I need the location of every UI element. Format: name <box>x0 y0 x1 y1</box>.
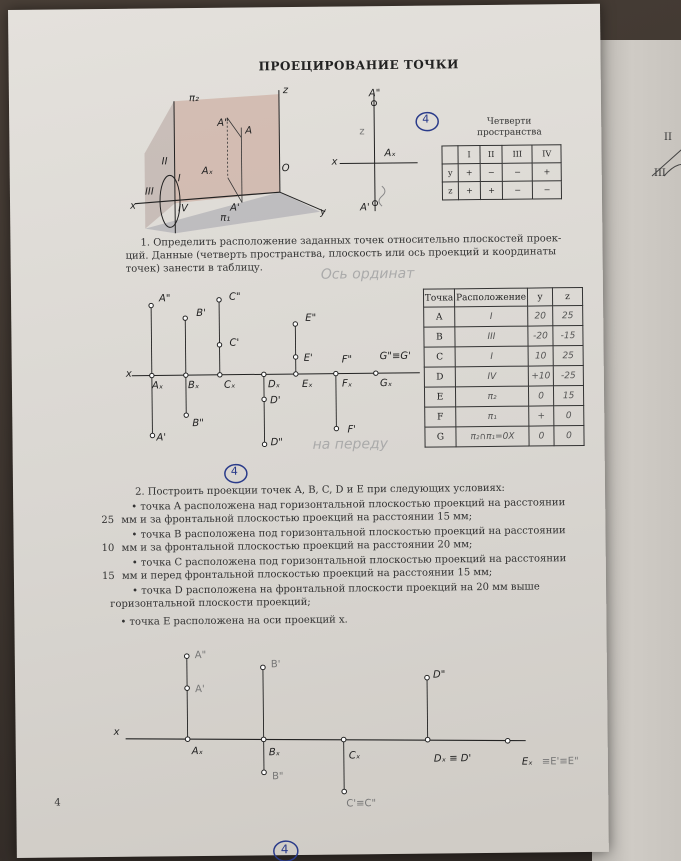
fig1-point-a1: A' <box>230 202 240 214</box>
ep2-b2: B" <box>192 417 204 430</box>
qt-h0 <box>442 146 458 164</box>
pt-r6c0: G <box>425 427 456 447</box>
task2-intro: 2. Построить проекции точек A, B, C, D и E при следующих условиях: <box>134 482 505 498</box>
ep3-b2: B" <box>271 771 284 783</box>
adjacent-figure <box>650 138 681 178</box>
pt-r5c0: F <box>425 407 456 427</box>
ep3-c: C'≡C" <box>346 798 377 810</box>
ep3-cx: Cₓ <box>348 750 361 762</box>
ep2-bleed-text: на переду <box>312 436 389 453</box>
pt-r3c2: +10 <box>528 366 553 386</box>
pt-r4c0: E <box>424 387 455 407</box>
pt-r1c0: B <box>424 327 455 347</box>
pt-r0c2: 20 <box>528 306 553 326</box>
ep2-a1: A' <box>156 432 167 444</box>
page-title: ПРОЕЦИРОВАНИЕ ТОЧКИ <box>258 57 460 74</box>
epure1-a1: A' <box>360 202 370 214</box>
pt-h0: Точка <box>423 289 454 307</box>
pt-r4c1: π₂ <box>455 386 528 407</box>
fig1-axis-y: y <box>320 206 327 218</box>
pt-r1c3: -15 <box>553 325 583 345</box>
qt-h3: III <box>502 145 532 163</box>
ep3-e: ≡E'≡E" <box>541 756 579 768</box>
fig1-label-i: I <box>177 173 181 185</box>
pt-r2c0: C <box>424 347 455 367</box>
pt-r1c2: -20 <box>528 326 553 346</box>
pt-r5c1: π₁ <box>456 406 529 427</box>
epure1-a2: A" <box>368 88 381 100</box>
adjacent-label-ii: II <box>664 132 672 143</box>
qt-r0c4: + <box>533 163 562 181</box>
ep3-ax: Aₓ <box>191 745 204 758</box>
ep2-a2: A" <box>158 293 171 305</box>
ep2-d2: D" <box>270 437 283 449</box>
qt-h4: IV <box>532 145 561 163</box>
ep2-dx: Dₓ <box>267 379 281 391</box>
fig1-point-a: A <box>245 125 253 137</box>
ep2-f2: F" <box>341 354 353 366</box>
qt-r0c1: + <box>458 164 480 182</box>
ep3-dx: Dₓ ≡ D' <box>433 753 472 765</box>
pt-r0c1: I <box>455 306 528 327</box>
ep3-ex: Eₓ <box>521 756 533 768</box>
fig1-origin-o: O <box>281 163 290 175</box>
fig1-axis-z: z <box>282 85 289 97</box>
ep2-ax: Aₓ <box>151 380 164 392</box>
epure-2 <box>123 288 425 451</box>
workbook-page <box>8 4 609 858</box>
task2-c-line1: • точка C расположена под горизонтальной плоскостью проекций на расстоянии <box>131 553 567 569</box>
pt-r5c3: 0 <box>554 405 584 425</box>
pt-r0c0: A <box>424 307 455 327</box>
circled-grade-2-text: 4 <box>230 464 238 478</box>
fig1-label-iii: III <box>144 186 154 198</box>
epure-1 <box>339 91 420 227</box>
qt-r0c0: y <box>442 164 458 182</box>
ep3-x: x <box>113 726 120 738</box>
fig1-label-pi2: π₂ <box>188 93 200 105</box>
task2-a-line2: мм и за фронтальной плоскостью проекций на расстоянии 15 мм; <box>121 511 473 526</box>
epure1-x: x <box>331 156 338 168</box>
fig1-point-a2: A" <box>217 117 229 129</box>
circled-grade-3-text: 4 <box>280 842 289 857</box>
task2-b-margin: 10 <box>101 542 115 555</box>
ep2-e1: E' <box>303 352 313 364</box>
pt-r2c2: 10 <box>528 346 553 366</box>
qt-r0c3: − <box>502 163 532 181</box>
pt-r5c2: + <box>529 406 554 426</box>
pt-r0c3: 25 <box>553 305 583 325</box>
pt-r2c1: I <box>455 346 528 367</box>
ep2-g: G"≡G' <box>379 350 411 363</box>
pt-r6c1: π₂∩π₁=0X <box>456 426 529 447</box>
task2-a-line1: • точка A расположена над горизонтальной плоскостью проекций на расстоянии <box>131 497 566 513</box>
qt-h2: II <box>480 145 502 163</box>
task2-d-line2: горизонтальной плоскости проекций; <box>110 596 311 610</box>
quarters-caption: Четверти пространства <box>476 116 542 139</box>
ep2-c2: C" <box>228 291 241 303</box>
task1-line-3: точек) занести в таблицу. <box>125 262 264 275</box>
task2-e-line1: • точка E расположена на оси проекций x. <box>120 614 348 628</box>
ep2-e2: E" <box>305 312 317 324</box>
task1-line-1: 1. Определить расположение заданных точек относительно плоскостей проек- <box>140 233 562 249</box>
task2-a-margin: 25 <box>101 514 115 527</box>
qt-r1c1: + <box>458 182 480 200</box>
pt-r3c0: D <box>424 367 455 387</box>
circled-grade-1-text: 4 <box>422 112 430 126</box>
points-table <box>423 287 585 448</box>
qt-h1: I <box>458 146 480 164</box>
ep3-d2: D" <box>432 669 446 681</box>
pt-r2c3: 25 <box>553 345 583 365</box>
ep2-x: x <box>125 368 132 380</box>
task2-d-line1: • точка D расположена на фронтальной плоскости проекций на 20 мм выше <box>132 581 540 597</box>
task1-bleed-text: Ось ординат <box>320 265 415 283</box>
ep2-fx: Fₓ <box>341 378 353 390</box>
ep2-b1: B' <box>196 307 206 320</box>
ep3-b1: B' <box>270 659 281 671</box>
pt-h3: z <box>552 287 582 305</box>
task2-b-line2: мм и за фронтальной плоскостью проекций на расстоянии 20 мм; <box>121 539 473 554</box>
pt-r1c1: III <box>455 326 528 347</box>
ep3-a2: A" <box>194 649 207 662</box>
ep2-d1: D' <box>270 395 281 407</box>
ep2-gx: Gₓ <box>379 377 393 390</box>
pt-r6c3: 0 <box>554 425 584 445</box>
qt-r1c0: z <box>442 182 458 200</box>
task1-line-2: ций. Данные (четверть пространства, плоскость или ось проекций и координаты <box>125 246 557 262</box>
fig1-axis-x: x <box>130 200 137 212</box>
ep2-bx: Bₓ <box>187 380 200 392</box>
pt-h1: Расположение <box>454 288 527 307</box>
ep2-f1: F' <box>347 424 356 436</box>
pt-r3c3: -25 <box>553 365 583 385</box>
fig1-label-iv: IV <box>178 203 188 215</box>
adjacent-label-iii: III <box>654 168 666 179</box>
pt-r3c1: IV <box>455 366 528 387</box>
pt-h2: y <box>527 288 552 306</box>
ep2-ex: Eₓ <box>301 378 313 390</box>
task2-c-margin: 15 <box>101 570 115 583</box>
fig1-point-ax: Aₓ <box>201 165 214 177</box>
pt-r4c3: 15 <box>553 385 583 405</box>
quarters-table <box>441 144 562 200</box>
pt-r6c2: 0 <box>529 426 554 446</box>
ep3-a1: A' <box>195 683 205 696</box>
ep2-c1: C' <box>229 337 240 349</box>
qt-r1c4: − <box>533 181 562 199</box>
qt-r0c2: − <box>480 163 502 181</box>
epure1-z-pencil: z <box>359 126 365 138</box>
epure1-ax: Aₓ <box>384 147 396 160</box>
task2-c-line2: мм и перед фронтальной плоскостью проекций на расстоянии 15 мм; <box>121 566 493 582</box>
fig1-label-pi1: π₁ <box>220 212 231 224</box>
pt-r4c2: 0 <box>528 386 553 406</box>
task2-b-line1: • точка B расположена под горизонтальной плоскостью проекций на расстоянии <box>131 525 566 541</box>
ep3-bx: Bₓ <box>268 747 281 759</box>
qt-r1c3: − <box>503 181 533 199</box>
page-number: 4 <box>54 797 61 809</box>
ep2-cx: Cₓ <box>223 379 236 391</box>
epure-3 <box>115 645 537 809</box>
fig1-label-ii: II <box>161 156 168 168</box>
qt-r1c2: + <box>480 181 502 199</box>
